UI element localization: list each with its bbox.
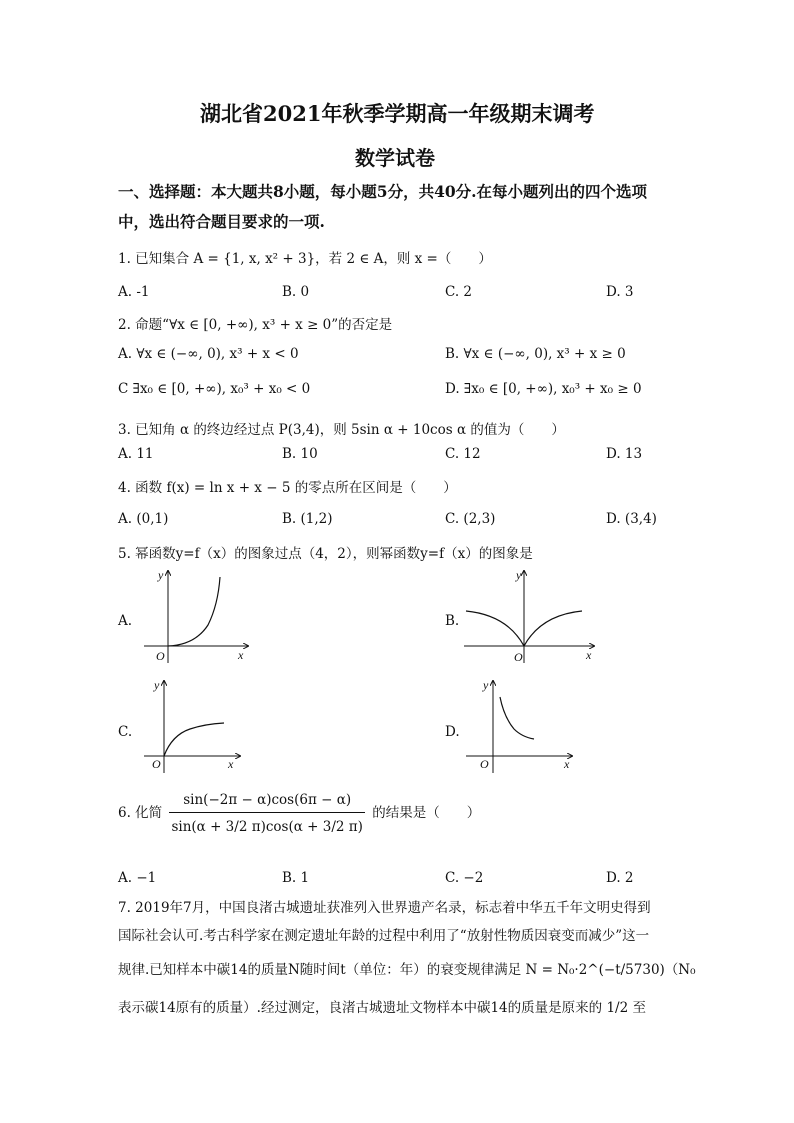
q5-label-b: B. <box>445 613 460 629</box>
q3-option-d: D. 13 <box>606 446 643 462</box>
q3-option-a: A. 11 <box>118 446 154 462</box>
q5-graph-d <box>462 675 582 775</box>
question-5-stem: 5. 幂函数y=f（x）的图象过点（4，2），则幂函数y=f（x）的图象是 <box>118 546 533 562</box>
graph-d-y-label: y <box>483 678 489 692</box>
graph-c-y-label: y <box>154 678 160 692</box>
q6-option-b: B. 1 <box>282 870 310 886</box>
q1-option-a: A. -1 <box>118 284 150 300</box>
question-7-line1: 7. 2019年7月，中国良渚古城遗址获准列入世界遗产名录，标志着中华五千年文明史得到 <box>118 900 651 916</box>
graph-c-origin: O <box>152 757 161 771</box>
section-header-line1: 一、选择题：本大题共8小题，每小题5分，共40分.在每小题列出的四个选项 <box>118 182 648 201</box>
question-3-stem: 3. 已知角 α 的终边经过点 P(3,4)，则 5sin α + 10cos α 的值为（ ） <box>118 422 565 438</box>
q1-option-d: D. 3 <box>606 284 634 300</box>
q5-graph-a <box>140 565 255 665</box>
graph-d-origin: O <box>480 757 489 771</box>
q6-option-d: D. 2 <box>606 870 634 886</box>
q2-option-b: B. ∀x ∈ (−∞, 0), x³ + x ≥ 0 <box>445 346 626 362</box>
q5-graph-c <box>140 675 255 775</box>
q2-option-c: C ∃x₀ ∈ [0, +∞), x₀³ + x₀ < 0 <box>118 381 311 397</box>
question-6-stem <box>118 792 480 835</box>
q6-prefix: 6. 化简 <box>118 805 163 821</box>
q6-option-c: C. −2 <box>445 870 484 886</box>
q4-option-b: B. (1,2) <box>282 511 333 527</box>
question-7-line2: 国际社会认可.考古科学家在测定遗址年龄的过程中利用了“放射性物质因衰变而减少”这一 <box>118 928 650 944</box>
question-1-stem: 1. 已知集合 A = {1, x, x² + 3}，若 2 ∈ A，则 x =（ ） <box>118 251 492 267</box>
graph-d-x-label: x <box>564 757 570 771</box>
graph-b-y-label: y <box>516 568 522 582</box>
q3-option-c: C. 12 <box>445 446 481 462</box>
graph-a-origin: O <box>156 649 165 663</box>
question-7-line4: 表示碳14原有的质量）.经过测定，良渚古城遗址文物样本中碳14的质量是原来的 1/2 至 <box>118 1000 646 1016</box>
graph-a-y-label: y <box>158 568 164 582</box>
q3-option-b: B. 10 <box>282 446 318 462</box>
q6-fraction <box>169 792 364 835</box>
exam-subtitle: 数学试卷 <box>355 146 435 170</box>
q4-option-c: C. (2,3) <box>445 511 496 527</box>
graph-b-origin: O <box>514 650 523 664</box>
question-2-stem: 2. 命题“∀x ∈ [0, +∞), x³ + x ≥ 0”的否定是 <box>118 317 393 333</box>
question-7-line3: 规律.已知样本中碳14的质量N随时间t（单位：年）的衰变规律满足 N = N₀·2^(−t/5730)（N₀ <box>118 962 696 978</box>
q6-denominator: sin(α + 3/2 π)cos(α + 3/2 π) <box>171 819 363 835</box>
graph-b-x-label: x <box>586 648 592 662</box>
q2-option-d: D. ∃x₀ ∈ [0, +∞), x₀³ + x₀ ≥ 0 <box>445 381 642 397</box>
exam-title: 湖北省2021年秋季学期高一年级期末调考 <box>200 101 595 126</box>
q5-graph-b <box>462 565 602 665</box>
q6-numerator: sin(−2π − α)cos(6π − α) <box>169 792 364 813</box>
q4-option-a: A. (0,1) <box>118 511 169 527</box>
q6-option-a: A. −1 <box>118 870 157 886</box>
q4-option-d: D. (3,4) <box>606 511 657 527</box>
q6-suffix: 的结果是（ ） <box>372 805 481 821</box>
q5-label-c: C. <box>118 724 133 740</box>
section-header-line2: 中，选出符合题目要求的一项. <box>118 212 325 231</box>
q2-option-a: A. ∀x ∈ (−∞, 0), x³ + x < 0 <box>118 346 299 362</box>
graph-c-x-label: x <box>228 757 234 771</box>
q1-option-c: C. 2 <box>445 284 473 300</box>
question-4-stem: 4. 函数 f(x) = ln x + x − 5 的零点所在区间是（ ） <box>118 480 457 496</box>
q5-label-a: A. <box>118 613 133 629</box>
graph-a-x-label: x <box>238 648 244 662</box>
q1-option-b: B. 0 <box>282 284 310 300</box>
q5-label-d: D. <box>445 724 460 740</box>
